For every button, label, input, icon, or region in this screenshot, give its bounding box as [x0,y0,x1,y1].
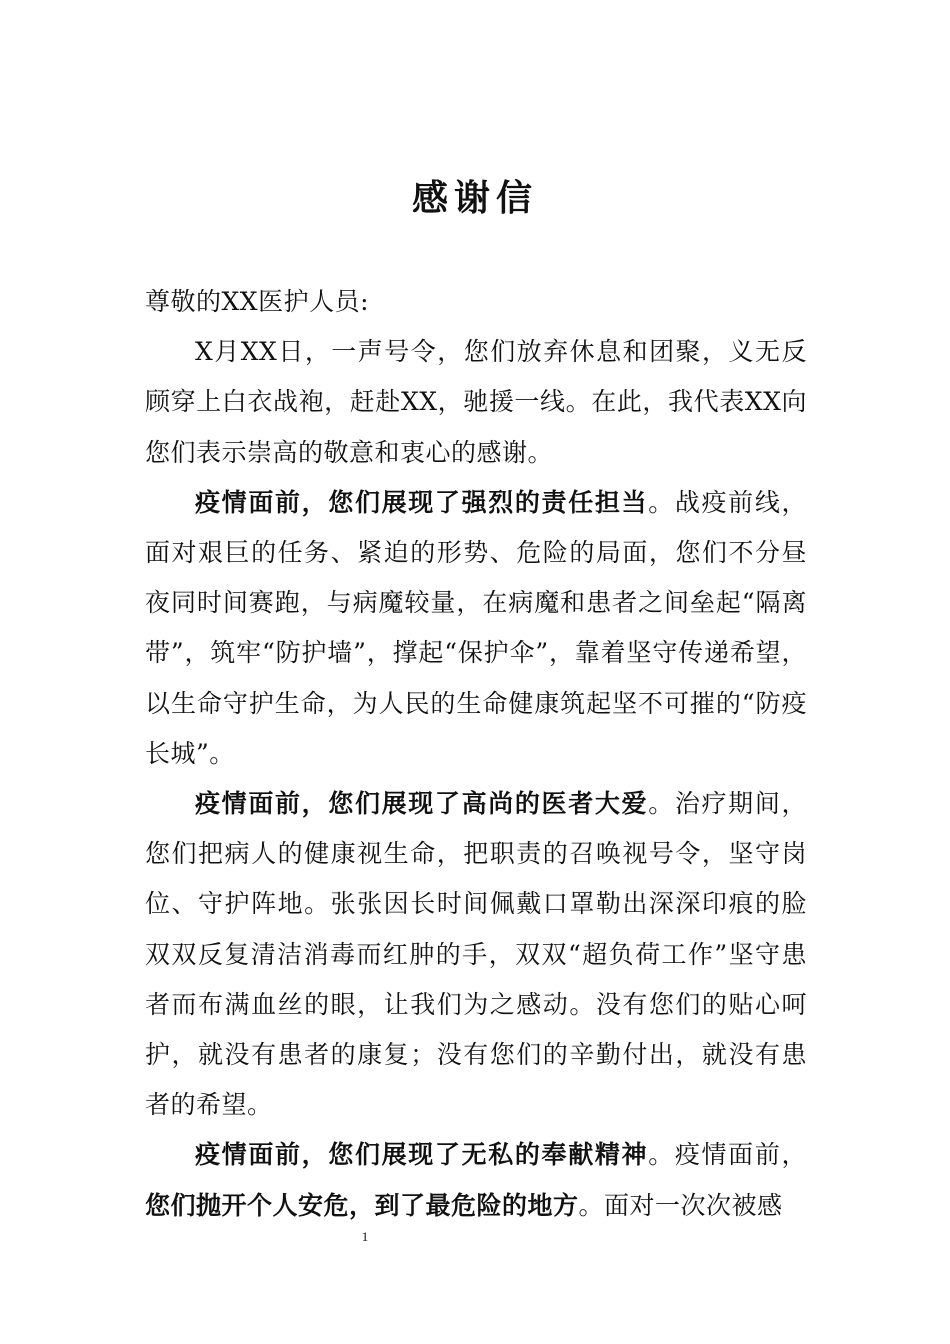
page-number: 1 [361,1229,369,1244]
paragraph-text: 。治疗期间，您们把病人的健康视生命，把职责的召唤视号令，坚守岗位、守护阵地。张张因长时间佩戴口罩勒出深深印痕的脸双双反复清洁消毒而红肿的手，双双“超负荷工作”坚守患者而布满血丝的眼，让我们为之感动。没有您们的贴心呵护，就没有患者的康复；没有您们的辛勤付出，就没有患者的希望。 [145,789,807,1120]
letter-title: 感谢信 [411,177,538,219]
paragraph-emphasis: 您们抛开个人安危，到了最危险的地方 [145,1190,579,1220]
paragraph-text: 。战疫前线，面对艰巨的任务、紧迫的形势、危险的局面，您们不分昼夜同时间赛跑，与病魔较量，在病魔和患者之间垒起“隔离带”，筑牢“防护墙”，撑起“保护伞”，靠着坚守传递希望，以生命守护生命，为人民的生命健康筑起坚不可摧的“防疫长城”。 [145,487,807,768]
paragraph-text: X月XX日，一声号令，您们放弃休息和团聚，义无反顾穿上白衣战袍，赶赴XX，驰援一线。在此，我代表XX向您们表示崇高的敬意和衷心的感谢。 [145,337,807,467]
paragraph-intro [145,327,807,478]
paragraph-responsibility [145,478,807,779]
letter-body [145,277,807,1231]
paragraph-text: 。疫情面前， [648,1140,807,1170]
salutation: 尊敬的XX医护人员: [145,287,370,316]
paragraph-heading: 疫情面前，您们展现了高尚的医者大爱 [195,789,649,819]
paragraph-dedication [145,1130,807,1230]
paragraph-heading: 疫情面前，您们展现了无私的奉献精神 [195,1140,649,1170]
paragraph-heading: 疫情面前，您们展现了强烈的责任担当 [195,487,649,517]
paragraph-love [145,779,807,1130]
paragraph-text: 。面对一次次被感 [578,1190,783,1220]
